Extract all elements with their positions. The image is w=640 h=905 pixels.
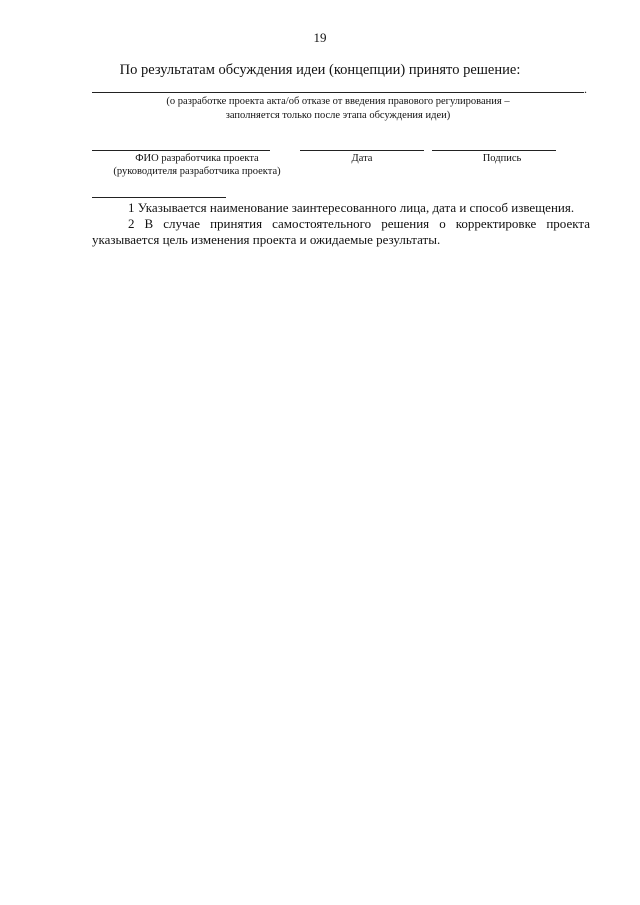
date-label: Дата bbox=[351, 153, 373, 164]
decision-line-period: . bbox=[584, 82, 587, 96]
footnote-separator bbox=[92, 197, 226, 198]
fio-label-line-1: ФИО разработчика проекта bbox=[135, 153, 259, 164]
footnote-2: 2 В случае принятия самостоятельного решения о корректировке проекта указывается цель изменения проекта и ожидаемые результаты. bbox=[92, 216, 590, 247]
fio-label-line-2: (руководителя разработчика проекта) bbox=[113, 166, 281, 177]
decision-caption bbox=[92, 95, 584, 123]
decision-caption-line-2: заполняется только после этапа обсуждения идеи) bbox=[225, 110, 451, 121]
fio-label bbox=[92, 152, 302, 178]
sign-signature-line bbox=[432, 150, 556, 151]
footnote-1: 1 Указывается наименование заинтересованного лица, дата и способ извещения. bbox=[128, 200, 575, 215]
date-signature-line bbox=[300, 150, 424, 151]
decision-fill-line bbox=[92, 92, 584, 93]
page-number: 19 bbox=[313, 30, 327, 45]
decision-caption-line-1: (о разработке проекта акта/об отказе от введения правового регулирования – bbox=[166, 96, 510, 107]
sign-label: Подпись bbox=[482, 153, 522, 164]
fio-signature-line bbox=[92, 150, 270, 151]
decision-heading: По результатам обсуждения идеи (концепции) принято решение: bbox=[119, 62, 521, 78]
